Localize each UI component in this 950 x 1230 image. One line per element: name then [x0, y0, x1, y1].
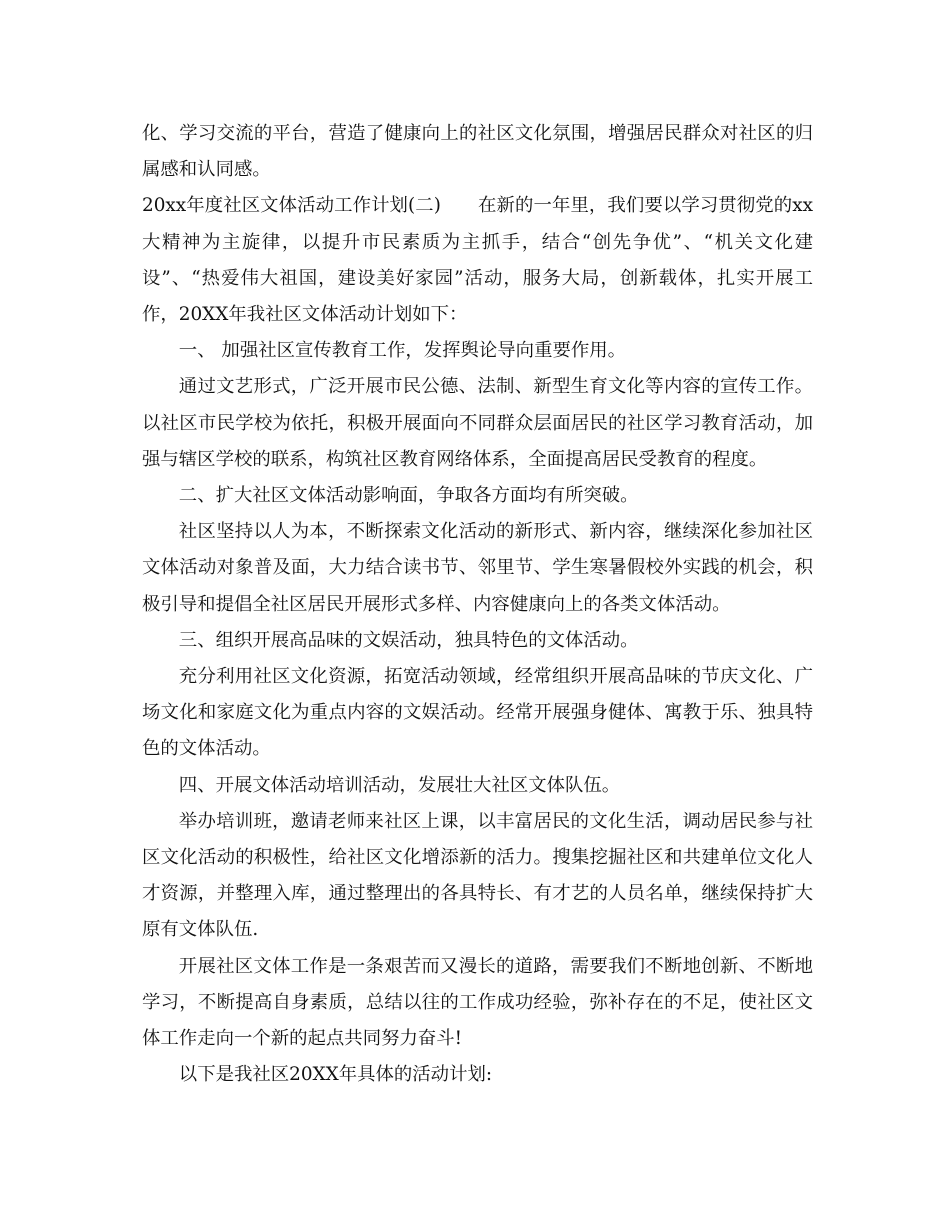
document-page: [142, 116, 813, 1093]
paragraph-plan-title-intro: 20xx年度社区文体活动工作计划(二) 在新的一年里，我们要以学习贯彻党的xx大精神为主旋律，以提升市民素质为主抓手，结合“创先争优”、“机关文化建设”、“热爱伟大祖国，建设美好家园”活动，服务大局，创新载体，扎实开展工作，20XX年我社区文体活动计划如下：: [142, 195, 813, 326]
paragraph-section-4-body: 举办培训班，邀请老师来社区上课，以丰富居民的文化生活，调动居民参与社区文化活动的积极性，给社区文化增添新的活力。搜集挖掘社区和共建单位文化人才资源，并整理入库，通过整理出的各具特长、有才艺的人员名单，继续保持扩大原有文体队伍.: [142, 810, 813, 941]
section-heading-1: 一、 加强社区宣传教育工作，发挥舆论导向重要作用。: [178, 340, 627, 362]
section-heading-4: 四、开展文体活动培训活动，发展壮大社区文体队伍。: [178, 774, 621, 796]
section-heading-2: 二、扩大社区文体活动影响面，争取各方面均有所突破。: [178, 485, 639, 507]
section-heading-3: 三、组织开展高品味的文娱活动，独具特色的文体活动。: [178, 629, 639, 651]
paragraph-section-3-body: 充分利用社区文化资源，拓宽活动领域，经常组织开展高品味的节庆文化、广场文化和家庭文化为重点内容的文娱活动。经常开展强身健体、寓教于乐、独具特色的文体活动。: [142, 666, 813, 760]
paragraph-closing-fragment: 化、学习交流的平台，营造了健康向上的社区文化氛围，增强居民群众对社区的归属感和认同感。: [142, 123, 813, 181]
paragraph-plan-lead-in: 以下是我社区20XX年具体的活动计划:: [178, 1064, 493, 1086]
paragraph-section-1-body: 通过文艺形式，广泛开展市民公德、法制、新型生育文化等内容的宣传工作。以社区市民学校为依托，积极开展面向不同群众层面居民的社区学习教育活动，加强与辖区学校的联系，构筑社区教育网络体系，全面提高居民受教育的程度。: [142, 376, 813, 470]
paragraph-section-2-body: 社区坚持以人为本，不断探索文化活动的新形式、新内容，继续深化参加社区文体活动对象普及面，大力结合读书节、邻里节、学生寒暑假校外实践的机会，积极引导和提倡全社区居民开展形式多样、内容健康向上的各类文体活动。: [142, 521, 813, 615]
paragraph-conclusion: 开展社区文体工作是一条艰苦而又漫长的道路，需要我们不断地创新、不断地学习，不断提高自身素质，总结以往的工作成功经验，弥补存在的不足，使社区文体工作走向一个新的起点共同努力奋斗!: [142, 955, 813, 1050]
